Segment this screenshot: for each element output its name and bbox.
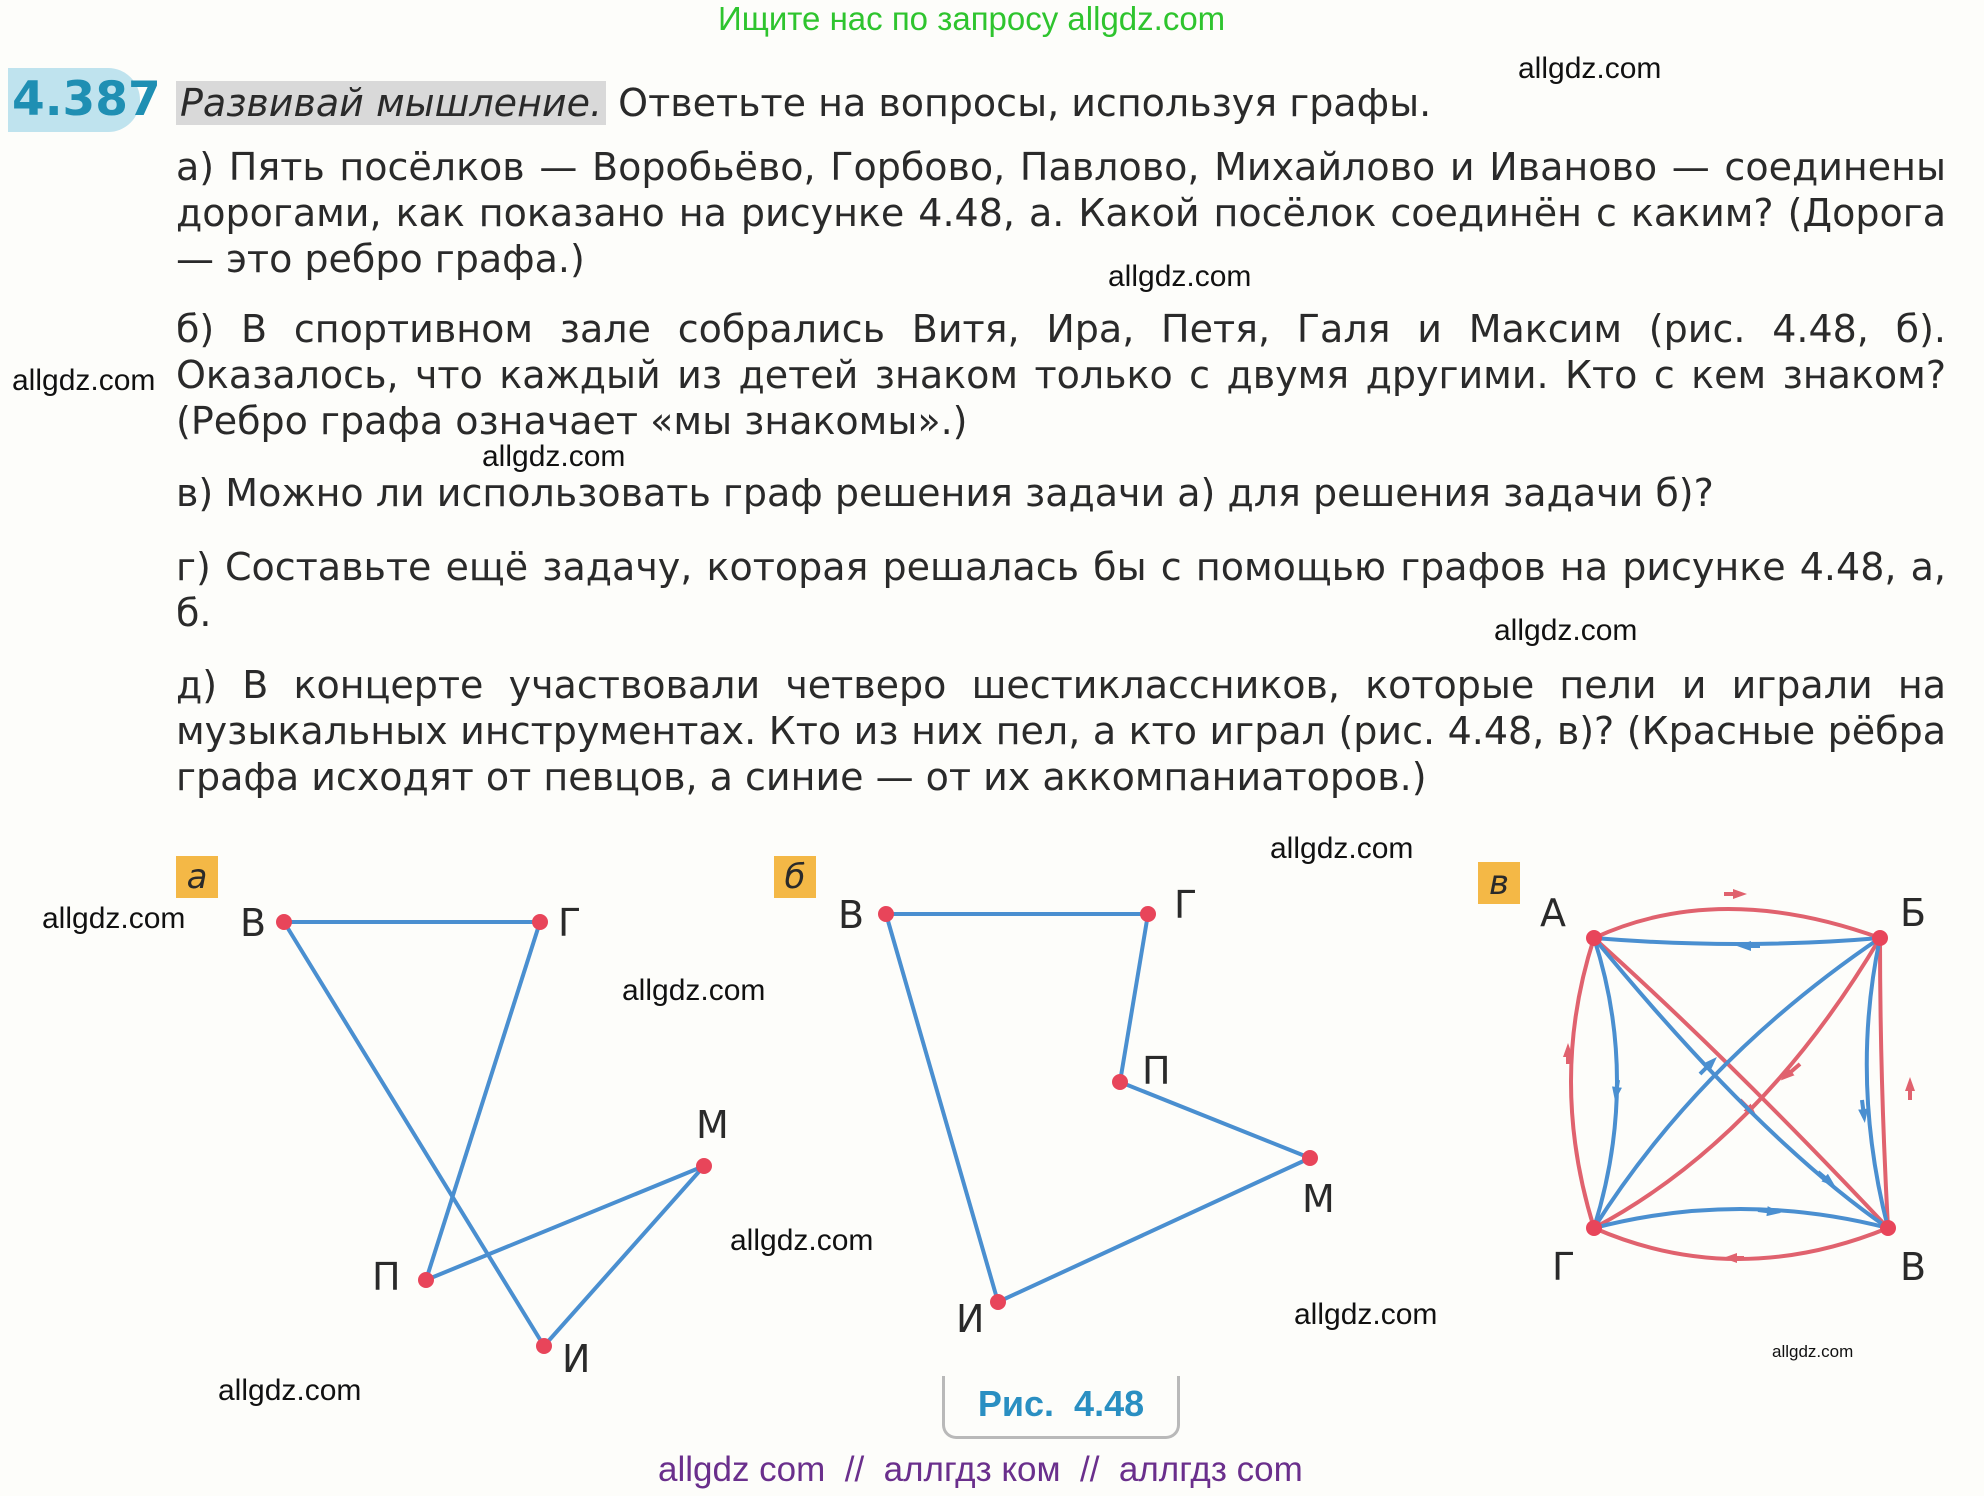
edge-a-v-blue: [1594, 938, 1888, 1228]
question-g: г) Составьте ещё задачу, которая решалась бы с помощью графов на рисунке 4.48, а, б.: [176, 545, 1946, 635]
edge-g-b-blue: [1594, 938, 1880, 1228]
watermark: allgdz.com: [1108, 260, 1252, 293]
vertex-v: [276, 914, 292, 930]
label-i: И: [562, 1337, 591, 1381]
edge-v-i: [284, 922, 544, 1346]
question-b: б) В спортивном зале собрались Витя, Ира, Петя, Галя и Максим (рис. 4.48, б). Оказалось, что каждый из детей знаком только с двумя другими. Кто с кем знаком? (Ребро графа означает «мы знакомы».): [176, 307, 1946, 443]
vertex-g: [532, 914, 548, 930]
vertex-m: [1302, 1150, 1318, 1166]
question-v: в) Можно ли использовать граф решения задачи а) для решения задачи б)?: [176, 471, 1714, 515]
figure-caption: Рис. 4.48: [942, 1376, 1180, 1439]
vertex-p: [418, 1272, 434, 1288]
task-number: 4.387: [8, 68, 140, 132]
label-i: И: [956, 1297, 985, 1341]
edge-v-g-red: [1594, 1228, 1888, 1259]
vertex-a: [1586, 930, 1602, 946]
watermark: allgdz.com: [730, 1224, 874, 1257]
graph-c: [1540, 891, 1926, 1289]
edge-b-g-red: [1594, 938, 1880, 1228]
edge-b-a-blue: [1594, 938, 1880, 944]
label-a: А: [1540, 891, 1566, 935]
watermark: allgdz.com: [622, 974, 766, 1007]
task-heading-intro: Ответьте на вопросы, используя графы.: [606, 81, 1432, 125]
arrow-a-g: [1616, 1080, 1618, 1094]
watermark: allgdz.com: [1494, 614, 1638, 647]
watermark-small: allgdz.com: [1772, 1342, 1854, 1361]
edge-m-i: [544, 1166, 704, 1346]
edge-a-v-red: [1594, 938, 1888, 1228]
watermark: allgdz.com: [1518, 52, 1662, 85]
watermark: allgdz.com: [1294, 1298, 1438, 1331]
vertex-m: [696, 1158, 712, 1174]
label-g: Г: [558, 901, 582, 945]
watermark: allgdz.com: [1270, 832, 1414, 865]
edge-a-g-red: [1571, 938, 1594, 1228]
question-a: а) Пять посёлков — Воробьёво, Горбово, Павлово, Михайлово и Иваново — соединены дорогами, как показано на рисунке 4.48, а. Какой посёлок соединён с каким? (Дорога — это ребро графа.): [176, 145, 1946, 281]
edge-a-b-red: [1594, 909, 1880, 938]
label-p: П: [372, 1255, 401, 1299]
vertex-g: [1140, 906, 1156, 922]
graph-a: [240, 901, 729, 1381]
watermark: allgdz.com: [218, 1374, 362, 1407]
figure-a-letter: а: [176, 856, 218, 898]
figure-c-letter: в: [1478, 862, 1520, 904]
edge-g-p: [426, 922, 540, 1280]
label-v: В: [240, 901, 267, 945]
vertex-p: [1112, 1074, 1128, 1090]
edge-i-v: [886, 914, 998, 1302]
vertex-i: [536, 1338, 552, 1354]
label-p: П: [1142, 1049, 1171, 1093]
label-g: Г: [1174, 883, 1198, 927]
figure-b-letter: б: [774, 856, 816, 898]
edge-b-v-red: [1880, 938, 1888, 1228]
edge-p-m: [1120, 1082, 1310, 1158]
graph-b: [838, 883, 1335, 1341]
label-g: Г: [1552, 1245, 1576, 1289]
watermark-top: Ищите нас по запросу allgdz.com: [718, 0, 1226, 37]
watermark-bottom: allgdz com // аллгдз ком // аллгдз com: [658, 1450, 1303, 1489]
watermark: allgdz.com: [482, 440, 626, 473]
vertex-v: [878, 906, 894, 922]
edge-a-g-blue: [1594, 938, 1617, 1228]
arrow-b-v: [1862, 1100, 1864, 1116]
question-d: д) В концерте участвовали четверо шестиклассников, которые пели и играли на музыкальных инструментах. Кто из них пел, а кто играл (рис. 4.48, в)? (Красные рёбра графа исходят от певцов, а синие — от их аккомпаниаторов.): [176, 663, 1946, 799]
vertex-g: [1586, 1220, 1602, 1236]
label-m: М: [696, 1103, 729, 1147]
edge-m-i: [998, 1158, 1310, 1302]
arrow-g-v: [1758, 1210, 1774, 1212]
vertex-b: [1872, 930, 1888, 946]
task-heading-title: Развивай мышление.: [176, 81, 606, 125]
vertex-v: [1880, 1220, 1896, 1236]
label-v: В: [838, 893, 865, 937]
label-v: В: [1900, 1245, 1927, 1289]
edge-g-v-blue: [1594, 1209, 1888, 1228]
watermark: allgdz.com: [42, 902, 186, 935]
vertex-i: [990, 1294, 1006, 1310]
watermark: allgdz.com: [12, 364, 156, 397]
label-m: М: [1302, 1177, 1335, 1221]
label-b: Б: [1900, 891, 1927, 935]
